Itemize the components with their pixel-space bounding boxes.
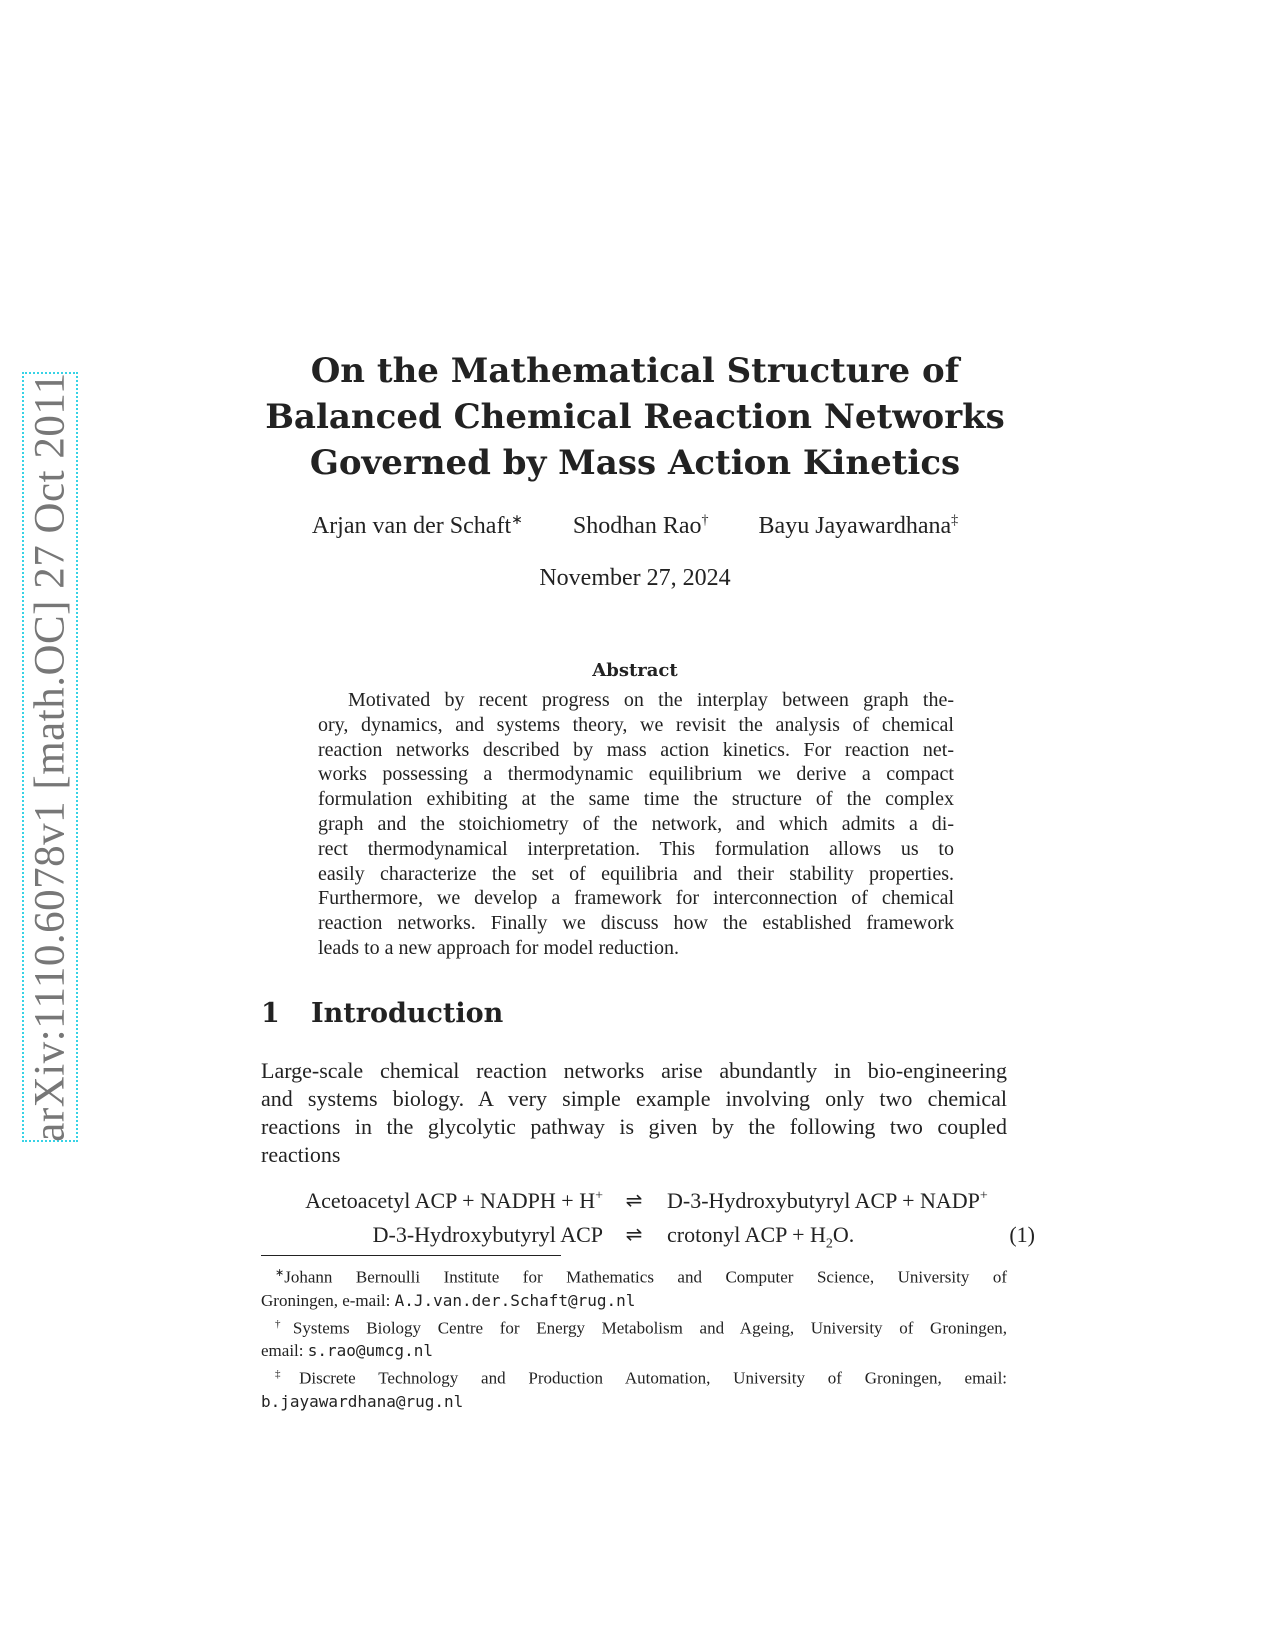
paper-title [240, 348, 1030, 486]
equation-rhs: D-3-Hydroxybutyryl ACP + NADP+ [667, 1188, 988, 1213]
title-line: Balanced Chemical Reaction Networks [265, 397, 1005, 437]
paper-date: November 27, 2024 [539, 565, 731, 591]
equilibrium-arrow-icon: ⇌ [625, 1222, 643, 1246]
email-link[interactable]: s.rao@umcg.nl [307, 1341, 433, 1361]
equation-rhs: crotonyl ACP + $H_2O$. [667, 1222, 855, 1252]
footnote-mark: ∗ [275, 1267, 285, 1279]
abstract-heading: Abstract [592, 660, 678, 681]
equation-number: (1) [1009, 1222, 1035, 1247]
section-number: 1 [261, 998, 280, 1029]
footnote: ∗Johann Bernoulli Institute for Mathematics and Computer Science, University of Groningen, e-mail: A.J.van.der.Schaft@rug.nl [261, 1267, 1007, 1310]
paragraph-line: Large-scale chemical reaction networks arise abundantly in bio-engineering [261, 1058, 1007, 1083]
footnote-mark: ‡ [275, 1368, 300, 1381]
author: Bayu Jayawardhana‡ [758, 513, 959, 539]
equation-lhs: D-3-Hydroxybutyryl ACP [372, 1222, 603, 1247]
footnote-mark: † [701, 513, 709, 528]
abstract-line: ory, dynamics, and systems theory, we revisit the analysis of chemical [318, 713, 954, 736]
abstract-line: leads to a new approach for model reduction. [318, 936, 679, 959]
abstract-line: formulation exhibiting at the same time the structure of the complex [318, 788, 954, 811]
abstract-line: rect thermodynamical interpretation. This formulation allows us to [318, 837, 954, 860]
section-title: Introduction [311, 998, 504, 1029]
arxiv-stamp [22, 372, 78, 1142]
abstract-line: Furthermore, we develop a framework for interconnection of chemical [318, 887, 954, 910]
equation-lhs: Acetoacetyl ACP + NADPH + H+ [305, 1188, 603, 1213]
abstract-line: Motivated by recent progress on the interplay between graph the- [348, 689, 954, 711]
abstract-line: reaction networks described by mass action kinetics. For reaction net- [318, 738, 954, 761]
paragraph-line: reactions in the glycolytic pathway is given by the following two coupled [261, 1114, 1007, 1139]
abstract-line: easily characterize the set of equilibria and their stability properties. [318, 862, 954, 885]
author-list [240, 512, 1030, 540]
arxiv-identifier: arXiv:1110.6078v1 [math.OC] 27 Oct 2011 [26, 372, 74, 1142]
footnote-mark: ‡ [951, 513, 959, 528]
title-line: Governed by Mass Action Kinetics [309, 443, 961, 483]
email-link[interactable]: b.jayawardhana@rug.nl [261, 1391, 464, 1411]
paragraph-line: reactions [261, 1142, 341, 1167]
footnote: ‡Discrete Technology and Production Automation, University of Groningen, email: b.jayawardhana@rug.nl [261, 1368, 1008, 1411]
section-heading [261, 998, 503, 1029]
paragraph-line: and systems biology. A very simple example involving only two chemical [261, 1086, 1007, 1111]
intro-paragraph [261, 1057, 1007, 1169]
footnote-mark: ∗ [511, 513, 523, 528]
abstract-line: graph and the stoichiometry of the network, and which admits a di- [318, 812, 954, 835]
footnote-mark: † [275, 1317, 293, 1330]
author: Shodhan Rao† [572, 513, 709, 539]
equilibrium-arrow-icon: ⇌ [625, 1188, 643, 1212]
footnotes [261, 1262, 1007, 1414]
footnote: †Systems Biology Centre for Energy Metabolism and Ageing, University of Groningen, email: s.rao@umcg.nl [261, 1317, 1007, 1361]
author: Arjan van der Schaft∗ [311, 513, 523, 539]
footnote-divider [261, 1255, 561, 1256]
abstract-body [318, 688, 954, 961]
title-line: On the Mathematical Structure of [310, 351, 960, 391]
abstract-line: works possessing a thermodynamic equilibrium we derive a compact [318, 763, 954, 786]
abstract-line: reaction networks. Finally we discuss how the established framework [318, 912, 954, 935]
email-link[interactable]: A.J.van.der.Schaft@rug.nl [394, 1290, 636, 1310]
